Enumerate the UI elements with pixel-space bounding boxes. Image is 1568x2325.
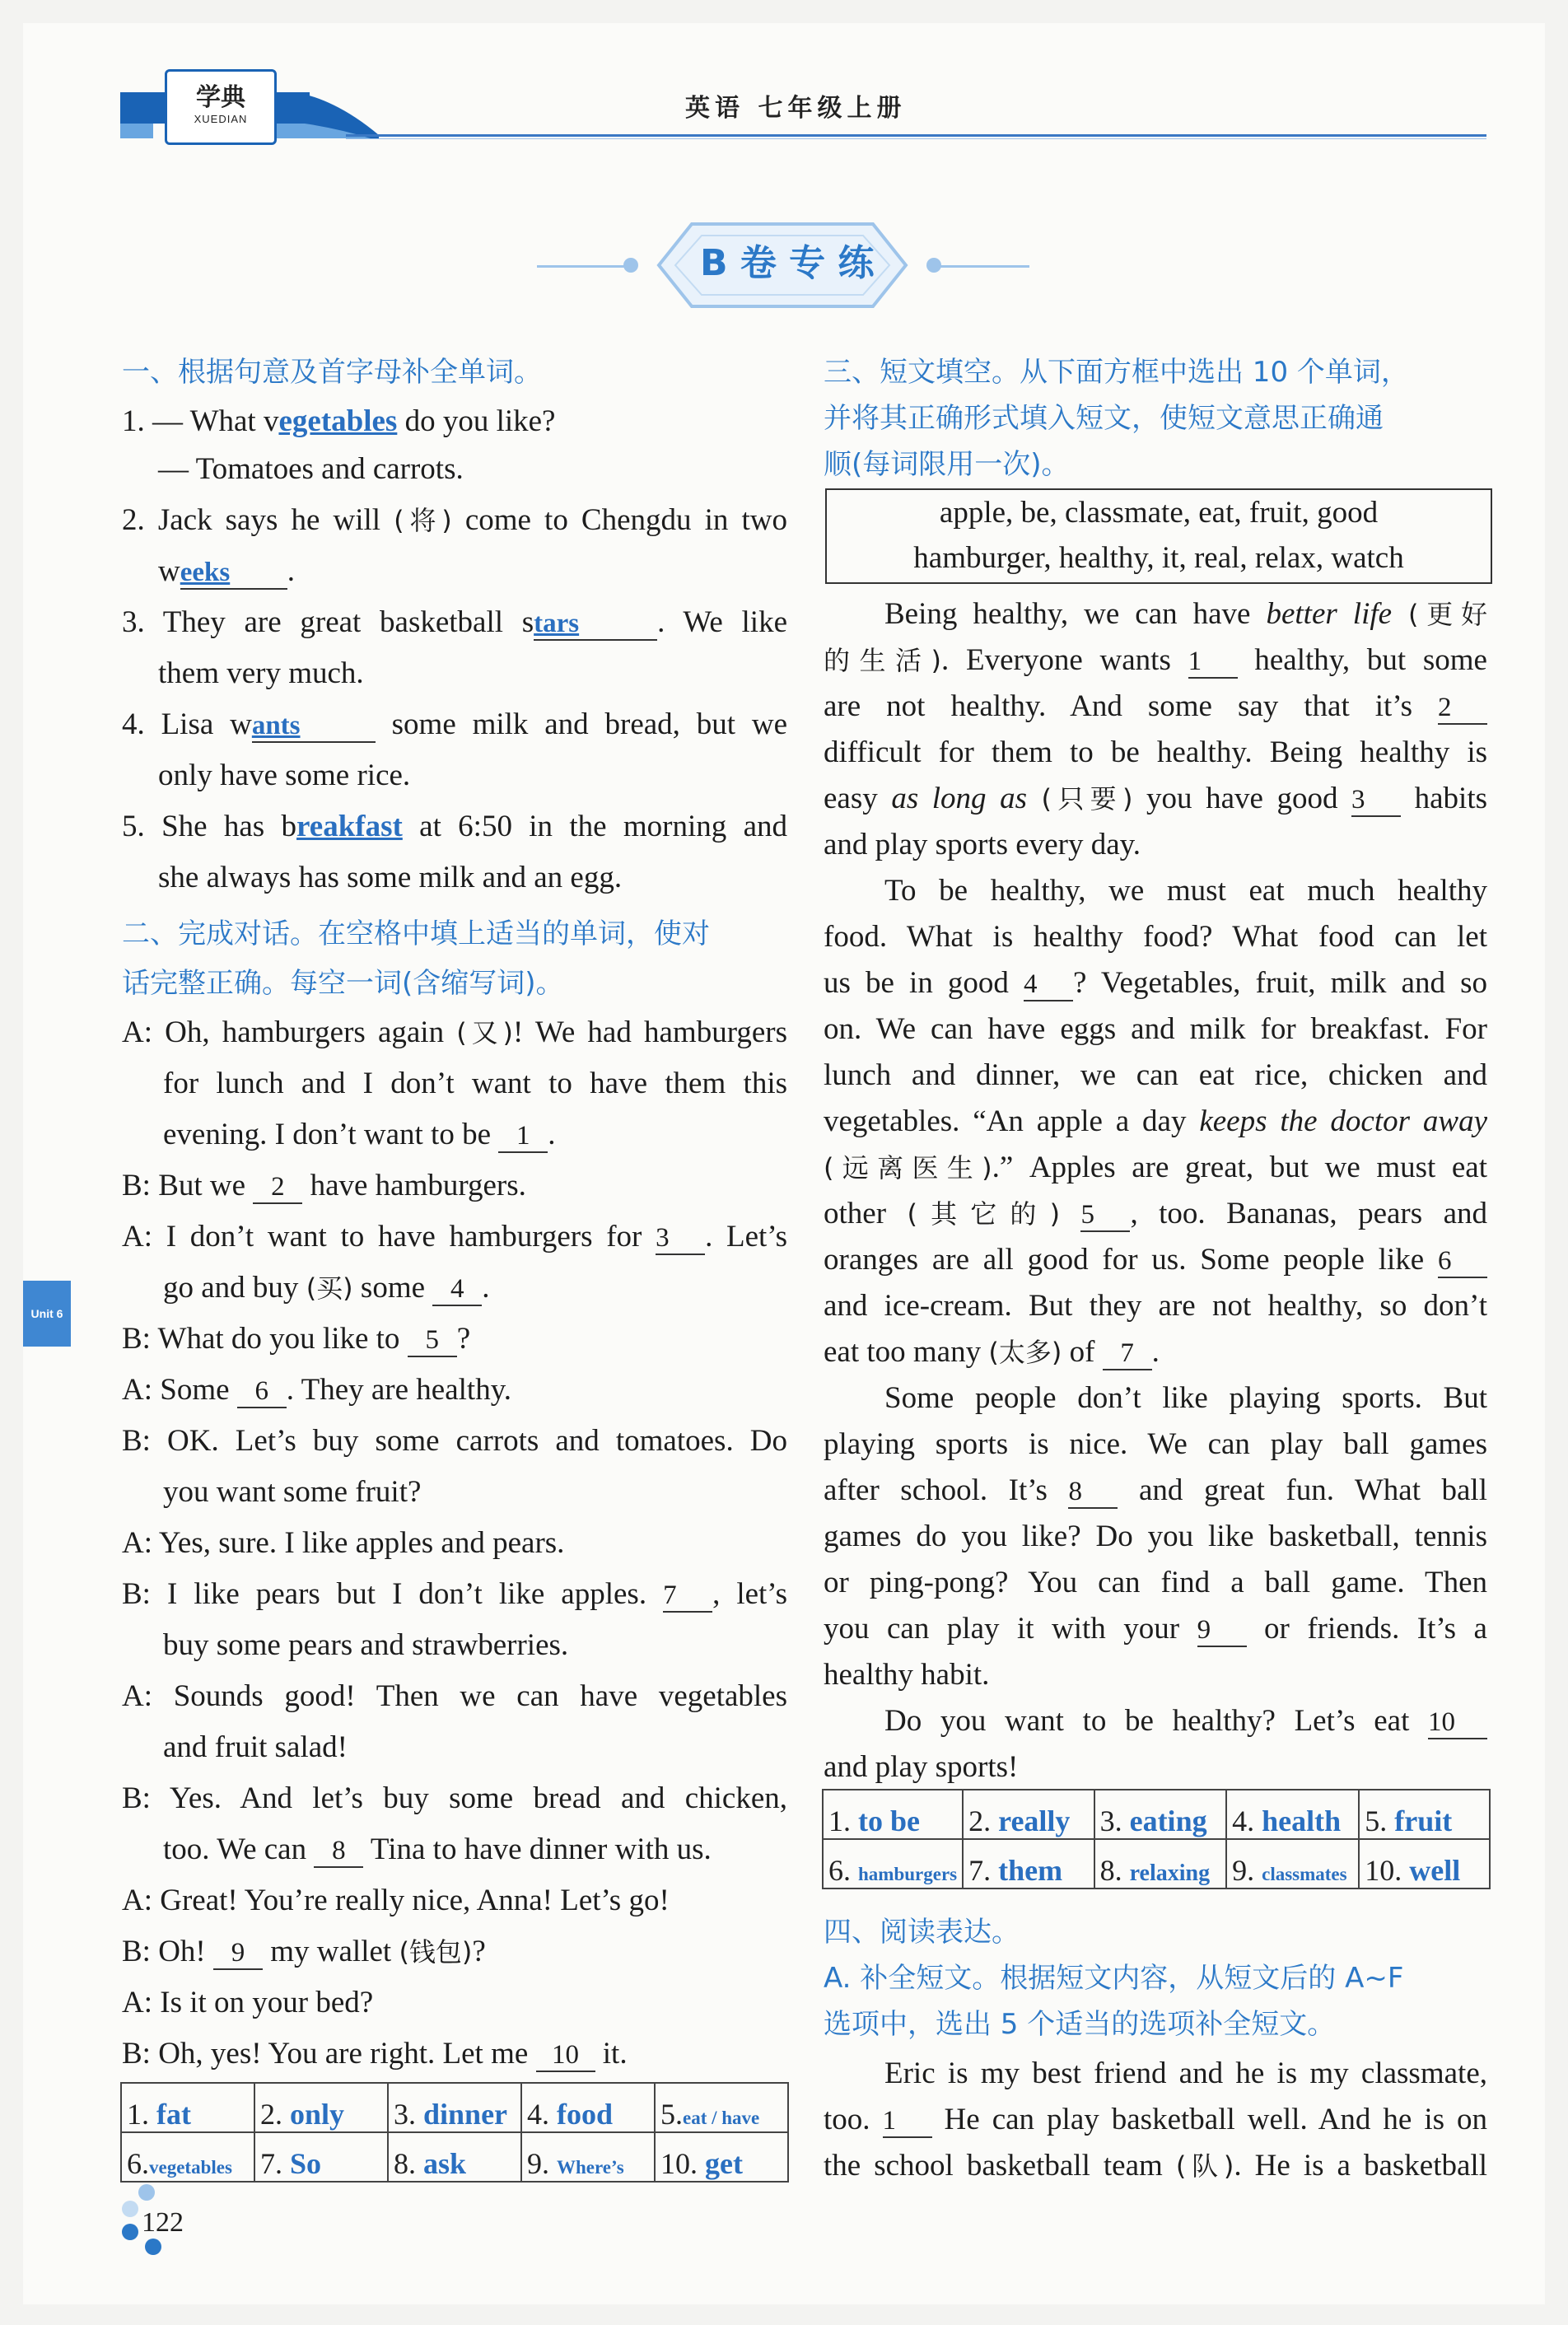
- answer-cell: 8. relaxing: [1094, 1839, 1227, 1888]
- passage-line: (远离医生).” Apples are great, but we must eat: [824, 1151, 1487, 1184]
- blank-2: 2: [253, 1171, 302, 1204]
- blank-7: 7: [1103, 1338, 1152, 1370]
- blank-3: 3: [656, 1222, 705, 1255]
- s1-q1-line1: 1. — What vegetables do you like?: [122, 404, 556, 438]
- answer-text: eeks: [180, 558, 231, 587]
- blank-4: 4: [432, 1273, 482, 1306]
- passage-line: playing sports is nice. We can play ball games: [824, 1427, 1487, 1461]
- blank-4: 4: [1024, 969, 1073, 1001]
- answer-cell: 1. to be: [823, 1790, 963, 1839]
- passage-line: food. What is healthy food? What food can let: [824, 920, 1487, 954]
- blank-1: 1: [1188, 646, 1238, 679]
- s1-q4-line2: only have some rice.: [158, 759, 411, 792]
- header-rule-thin: [346, 138, 1486, 139]
- dialogue-line: B: Yes. And let’s buy some bread and chicken,: [122, 1781, 787, 1815]
- passage-line: difficult for them to be healthy. Being healthy is: [824, 735, 1487, 769]
- passage-line: and ice-cream. But they are not healthy, so don’t: [824, 1289, 1487, 1323]
- passage-line: are not healthy. And some say that it’s 2: [824, 684, 1487, 730]
- dialogue-line: and fruit salad!: [163, 1730, 348, 1764]
- s1-q4-line1: 4. Lisa wants some milk and bread, but we: [122, 707, 787, 741]
- passage-line: Eric is my best friend and he is my classmate,: [884, 2057, 1487, 2090]
- answer-row: [121, 2083, 788, 2132]
- word-bank: [825, 488, 1492, 584]
- passage-line: oranges are all good for us. Some people like 6: [824, 1237, 1487, 1283]
- decor-dot: [138, 2184, 155, 2201]
- answer-cell: 8. ask: [388, 2132, 521, 2182]
- passage-line: and play sports every day.: [824, 828, 1141, 861]
- section1-heading: 一、根据句意及首字母补全单词。: [122, 356, 542, 389]
- answer-row: [121, 2132, 788, 2182]
- passage-line: eat too many (太多) of 7 .: [824, 1335, 1160, 1369]
- passage-line: the school basketball team (队). He is a basketball: [824, 2149, 1487, 2183]
- passage-line: other (其它的) 5 , too. Bananas, pears and: [824, 1197, 1487, 1230]
- answer-cell: 10. well: [1359, 1839, 1490, 1888]
- blank-1: 1: [883, 2105, 932, 2138]
- decor-dot: [145, 2239, 161, 2255]
- passage-line: and play sports!: [824, 1750, 1019, 1784]
- section2-heading-line2: 话完整正确。每空一词(含缩写词)。: [122, 967, 564, 1000]
- passage-line: us be in good 4 ? Vegetables, fruit, milk and so: [824, 966, 1487, 1000]
- passage-line: games do you like? Do you like basketball, tennis: [824, 1520, 1487, 1553]
- section4-sub-line1: A. 补全短文。根据短文内容，从短文后的 A~F: [824, 1962, 1404, 1995]
- dialogue-line: you want some fruit?: [163, 1475, 422, 1509]
- passage-line: on. We can have eggs and milk for breakfast. For: [824, 1012, 1487, 1046]
- dialogue-line: buy some pears and strawberries.: [163, 1628, 569, 1662]
- passage-line: Do you want to be healthy? Let’s eat 10: [884, 1698, 1487, 1744]
- section3-heading-line3: 顺(每词限用一次)。: [824, 448, 1070, 481]
- section3-heading-line2: 并将其正确形式填入短文，使短文意思正确通: [824, 402, 1384, 435]
- dialogue-line: A: Yes, sure. I like apples and pears.: [122, 1526, 565, 1560]
- brand-logo: [165, 69, 277, 145]
- dialogue-line: A: Sounds good! Then we can have vegetables: [122, 1679, 787, 1713]
- answer-cell: 6.vegetables: [121, 2132, 254, 2182]
- blank-6: 6: [237, 1375, 287, 1408]
- answer-cell: 10. get: [655, 2132, 788, 2182]
- dialogue-line: for lunch and I don’t want to have them this: [163, 1067, 787, 1100]
- blank-10: 10: [1428, 1706, 1487, 1739]
- banner-title: B 卷 专 练: [700, 242, 875, 284]
- passage-line: easy as long as (只要) you have good 3 habits: [824, 782, 1487, 815]
- blank-8: 8: [314, 1835, 363, 1868]
- blank-5: 5: [408, 1324, 457, 1357]
- dialogue-line: A: Some 6 . They are healthy.: [122, 1373, 512, 1407]
- blank-1: 1: [498, 1120, 548, 1153]
- logo-subtext: XUEDIAN: [194, 113, 248, 125]
- dialogue-line: go and buy (买) some 4 .: [163, 1271, 490, 1305]
- passage-line: To be healthy, we must eat much healthy: [884, 874, 1487, 908]
- passage-line: Being healthy, we can have better life (更好: [884, 597, 1487, 631]
- s1-q2-line1: 2. Jack says he will (将) come to Chengdu in two: [122, 503, 787, 537]
- dialogue-line: A: Great! You’re really nice, Anna! Let’s go!: [122, 1884, 670, 1917]
- answer-cell: 7. So: [254, 2132, 388, 2182]
- blank-9: 9: [213, 1937, 263, 1970]
- answer-cell: 7. them: [963, 1839, 1094, 1888]
- dialogue-line: B: Oh, yes! You are right. Let me 10 it.: [122, 2037, 628, 2071]
- blank-10: 10: [536, 2039, 595, 2072]
- passage-line: Some people don’t like playing sports. But: [884, 1381, 1487, 1415]
- word-bank-line: apple, be, classmate, eat, fruit, good: [939, 496, 1379, 530]
- dialogue-line: A: Is it on your bed?: [122, 1986, 374, 2019]
- dialogue-line: evening. I don’t want to be 1 .: [163, 1118, 556, 1151]
- passage-line: after school. It’s 8 and great fun. What ball: [824, 1473, 1487, 1507]
- answer-text: egetables: [278, 404, 398, 438]
- blank-6: 6: [1438, 1245, 1487, 1278]
- passage-line: vegetables. “An apple a day keeps the doctor away: [824, 1104, 1487, 1138]
- blank-2: 2: [1438, 692, 1487, 725]
- s1-q2-line2: weeks .: [158, 554, 295, 588]
- answer-cell: 2. really: [963, 1790, 1094, 1839]
- dialogue-line: B: I like pears but I don’t like apples. 7 , let’s: [122, 1577, 787, 1611]
- header-band-accent: [120, 124, 153, 138]
- answer-cell: 9. Where’s: [521, 2132, 655, 2182]
- decor-dot: [122, 2201, 138, 2217]
- answer-text: ants: [251, 711, 301, 740]
- blank-7: 7: [663, 1580, 712, 1613]
- s1-q3-line1: 3. They are great basketball stars . We like: [122, 605, 787, 639]
- passage-line: or ping-pong? You can find a ball game. Then: [824, 1566, 1487, 1599]
- header-rule: [346, 134, 1486, 137]
- section3-answer-table: [822, 1789, 1491, 1889]
- page-number: 122: [142, 2207, 184, 2238]
- dialogue-line: B: But we 2 have hamburgers.: [122, 1169, 526, 1202]
- dialogue-line: B: OK. Let’s buy some carrots and tomatoes. Do: [122, 1424, 787, 1458]
- dialogue-line: A: Oh, hamburgers again (又)! We had hamburgers: [122, 1015, 787, 1049]
- s1-q1-line2: — Tomatoes and carrots.: [158, 452, 464, 486]
- answer-cell: 5. fruit: [1359, 1790, 1490, 1839]
- s1-q5-line1: 5. She has breakfast at 6:50 in the morning and: [122, 810, 787, 843]
- section4-sub-line2: 选项中，选出 5 个适当的选项补全短文。: [824, 2008, 1336, 2041]
- section3-heading-line1: 三、短文填空。从下面方框中选出 10 个单词，: [824, 356, 1409, 389]
- decor-dot: [122, 2224, 138, 2240]
- answer-text: tars: [534, 609, 580, 638]
- answer-cell: 1. fat: [121, 2083, 254, 2132]
- answer-cell: 2. only: [254, 2083, 388, 2132]
- logo-text: 学典: [196, 83, 245, 112]
- passage-line: lunch and dinner, we can eat rice, chicken and: [824, 1058, 1487, 1092]
- unit-tab: Unit 6: [23, 1281, 71, 1347]
- passage-line: you can play it with your 9 or friends. It’s a: [824, 1612, 1487, 1646]
- answer-cell: 6. hamburgers: [823, 1839, 963, 1888]
- dialogue-line: A: I don’t want to have hamburgers for 3 . Let’s: [122, 1220, 787, 1254]
- passage-line: 的生活). Everyone wants 1 healthy, but some: [824, 643, 1487, 677]
- s1-q3-line2: them very much.: [158, 656, 364, 690]
- s1-q5-line2: she always has some milk and an egg.: [158, 861, 623, 894]
- blank-8: 8: [1068, 1476, 1118, 1509]
- section2-heading-line1: 二、完成对话。在空格中填上适当的单词，使对: [122, 917, 710, 950]
- answer-text: reakfast: [296, 810, 403, 843]
- answer-cell: 3. eating: [1094, 1790, 1227, 1839]
- section4-heading: 四、阅读表达。: [824, 1916, 1020, 1949]
- dialogue-line: B: What do you like to 5 ?: [122, 1322, 471, 1356]
- passage-line: too. 1 He can play basketball well. And he is on: [824, 2103, 1488, 2136]
- dialogue-line: B: Oh! 9 my wallet (钱包)?: [122, 1935, 486, 1968]
- answer-row: [823, 1790, 1490, 1839]
- blank-5: 5: [1080, 1199, 1130, 1232]
- word-bank-line: hamburger, healthy, it, real, relax, watch: [913, 541, 1404, 575]
- book-title: 英语 七年级上册: [685, 94, 907, 123]
- passage-line: healthy habit.: [824, 1658, 990, 1692]
- answer-row: [823, 1839, 1490, 1888]
- blank-3: 3: [1351, 784, 1401, 817]
- answer-cell: 9. classmates: [1226, 1839, 1359, 1888]
- dialogue-line: too. We can 8 Tina to have dinner with us.: [163, 1832, 712, 1866]
- answer-cell: 5.eat / have: [655, 2083, 788, 2132]
- blank-9: 9: [1197, 1614, 1247, 1647]
- answer-cell: 4. health: [1226, 1790, 1359, 1839]
- answer-cell: 3. dinner: [388, 2083, 521, 2132]
- answer-cell: 4. food: [521, 2083, 655, 2132]
- section2-answer-table: [120, 2082, 789, 2183]
